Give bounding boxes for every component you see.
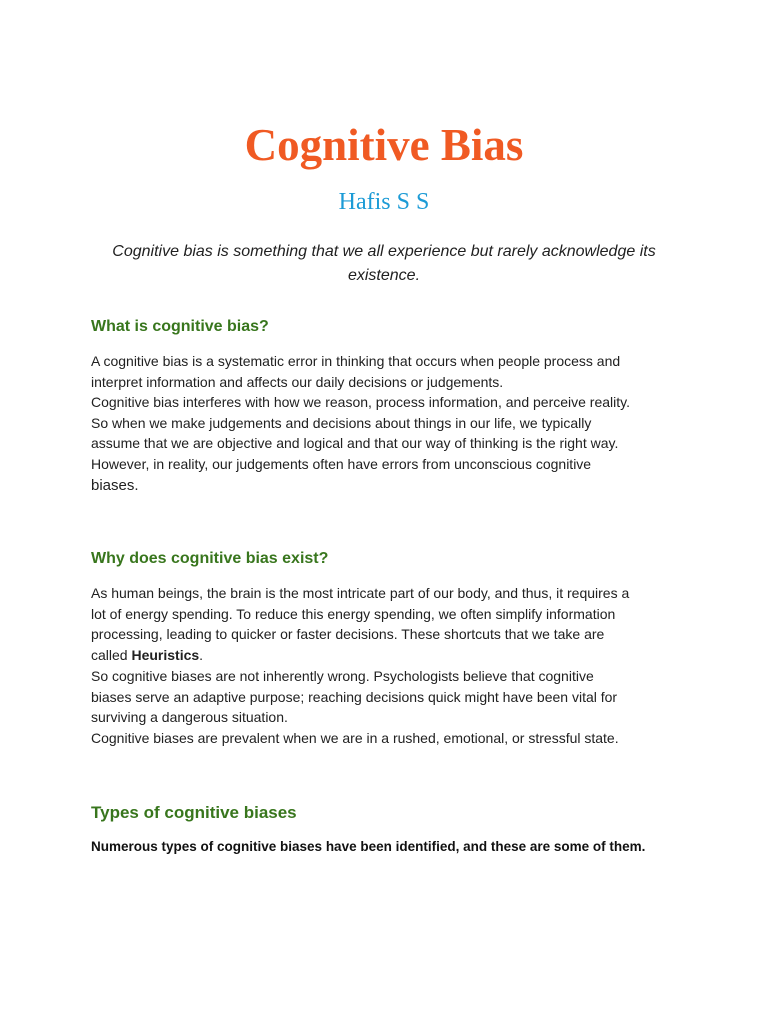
paragraph-line: interpret information and affects our daily decisions or judgements. — [91, 373, 504, 390]
types-lead-sentence: Numerous types of cognitive biases have been identified, and these are some of them. — [91, 839, 646, 854]
paragraph-line: So cognitive biases are not inherently wrong. Psychologists believe that cognitive — [91, 667, 594, 684]
paragraph-line: Cognitive biases are prevalent when we are in a rushed, emotional, or stressful state. — [91, 729, 619, 746]
paragraph-line: surviving a dangerous situation. — [91, 709, 288, 726]
line-text: called — [91, 647, 132, 664]
paragraph-line — [91, 645, 629, 666]
intro-line: Cognitive bias is something that we all experience but rarely acknowledge its — [112, 243, 656, 260]
heuristics-term: Heuristics — [131, 647, 200, 664]
paragraph-line: lot of energy spending. To reduce this energy spending, we often simplify information — [91, 605, 616, 622]
intro-paragraph — [0, 240, 768, 288]
paragraph-line: biases serve an adaptive purpose; reaching decisions quick might have been vital for — [91, 688, 618, 705]
document-title: Cognitive Bias — [244, 120, 524, 170]
section-heading-types: Types of cognitive biases — [91, 803, 297, 822]
paragraph-line: assume that we are objective and logical and that our way of thinking is the right way. — [91, 435, 619, 451]
line-punctuation: . — [199, 647, 204, 664]
section-heading-why-exist: Why does cognitive bias exist? — [91, 550, 329, 567]
intro-line: existence. — [347, 267, 421, 284]
section-paragraph-what-is — [91, 351, 630, 497]
paragraph-line: Cognitive bias interferes with how we reason, process information, and perceive reality. — [91, 394, 630, 410]
paragraph-line: So when we make judgements and decisions about things in our life, we typically — [91, 414, 592, 431]
author-name: Hafis S S — [338, 189, 430, 215]
paragraph-line: A cognitive bias is a systematic error in thinking that occurs when people process and — [91, 353, 621, 369]
paragraph-line: processing, leading to quicker or faster decisions. These shortcuts that we take are — [91, 626, 605, 643]
paragraph-line: However, in reality, our judgements often have errors from unconscious cognitive — [91, 455, 592, 472]
section-paragraph-why-exist — [91, 583, 629, 749]
paragraph-line: biases. — [91, 477, 139, 494]
paragraph-line: As human beings, the brain is the most intricate part of our body, and thus, it requires a — [91, 585, 630, 601]
section-heading-what-is: What is cognitive bias? — [91, 318, 269, 335]
